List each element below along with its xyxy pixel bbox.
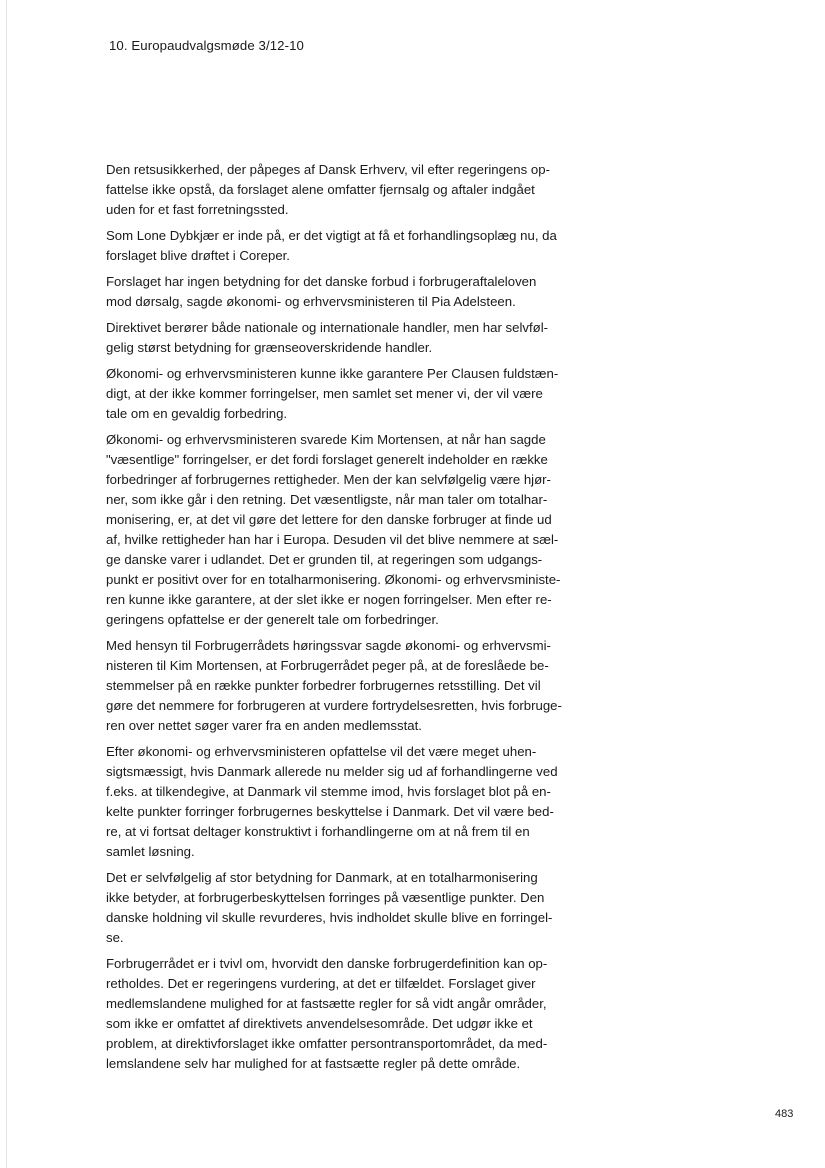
text-line: Som Lone Dybkjær er inde på, er det vigtigt at få et forhandlingsoplæg nu, da	[106, 228, 557, 243]
text-line: ren kunne ikke garantere, at der slet ikke er nogen forringelser. Men efter re-	[106, 592, 552, 607]
paragraph	[106, 954, 590, 1074]
text-line: ikke betyder, at forbrugerbeskyttelsen forringes på væsentlige punkter. Den	[106, 890, 545, 905]
text-line: danske holdning vil skulle revurderes, hvis indholdet skulle blive en forringel-	[106, 910, 553, 925]
text-line: som ikke er omfattet af direktivets anvendelsesområde. Det udgør ikke et	[106, 1016, 533, 1031]
text-line: monisering, er, at det vil gøre det lettere for den danske forbruger at finde ud	[106, 512, 552, 527]
text-line: gøre det nemmere for forbrugeren at vurdere fortrydelsesretten, hvis forbruge-	[106, 698, 562, 713]
text-line: digt, at der ikke kommer forringelser, men samlet set mener vi, der vil være	[106, 386, 543, 401]
text-line: ner, som ikke går i den retning. Det væsentligste, når man taler om totalhar-	[106, 492, 548, 507]
text-line: medlemslandene mulighed for at fastsætte regler for så vidt angår områder,	[106, 996, 547, 1011]
text-line: Økonomi- og erhvervsministeren kunne ikke garantere Per Clausen fuldstæn-	[106, 366, 559, 381]
text-line: Forslaget har ingen betydning for det danske forbud i forbrugeraftaleloven	[106, 274, 537, 289]
text-line: kelte punkter forringer forbrugernes beskyttelse i Danmark. Det vil være bed-	[106, 804, 554, 819]
text-line: ge danske varer i udlandet. Det er grunden til, at regeringen som udgangs-	[106, 552, 543, 567]
text-line: f.eks. at tilkendegive, at Danmark vil stemme imod, hvis forslaget blot på en-	[106, 784, 551, 799]
text-line: tale om en gevaldig forbedring.	[106, 406, 288, 421]
text-line: nisteren til Kim Mortensen, at Forbrugerrådet peger på, at de foreslåede be-	[106, 658, 549, 673]
paragraph	[106, 868, 590, 948]
page-number: 483	[775, 1108, 794, 1120]
paragraph	[106, 160, 590, 220]
text-line: fattelse ikke opstå, da forslaget alene omfatter fjernsalg og aftaler indgået	[106, 182, 535, 197]
text-line: problem, at direktivforslaget ikke omfatter persontransportområdet, da med-	[106, 1036, 548, 1051]
text-line: samlet løsning.	[106, 844, 195, 859]
text-line: retholdes. Det er regeringens vurdering, at det er tilfældet. Forslaget giver	[106, 976, 536, 991]
text-line: Den retsusikkerhed, der påpeges af Dansk Erhverv, vil efter regeringens op-	[106, 162, 550, 177]
text-line: geringens opfattelse er der generelt tale om forbedringer.	[106, 612, 439, 627]
text-line: se.	[106, 930, 124, 945]
text-line: Efter økonomi- og erhvervsministeren opfattelse vil det være meget uhen-	[106, 744, 537, 759]
text-line: uden for et fast forretningssted.	[106, 202, 289, 217]
text-line: punkt er positivt over for en totalharmonisering. Økonomi- og erhvervsministe-	[106, 572, 561, 587]
text-line: forbedringer af forbrugernes rettigheder. Men der kan selvfølgelig være hjør-	[106, 472, 551, 487]
paragraph	[106, 636, 590, 736]
text-line: Med hensyn til Forbrugerrådets høringssvar sagde økonomi- og erhvervsmi-	[106, 638, 551, 653]
text-line: "væsentlige" forringelser, er det fordi forslaget generelt indeholder en række	[106, 452, 548, 467]
paragraph	[106, 430, 590, 630]
text-line: re, at vi fortsat deltager konstruktivt i forhandlingerne om at nå frem til en	[106, 824, 530, 839]
page-header: 10. Europaudvalgsmøde 3/12-10	[109, 38, 304, 53]
scan-edge	[6, 0, 7, 1168]
text-line: Det er selvfølgelig af stor betydning for Danmark, at en totalharmonisering	[106, 870, 538, 885]
paragraph	[106, 226, 590, 266]
text-line: sigtsmæssigt, hvis Danmark allerede nu melder sig ud af forhandlingerne ved	[106, 764, 558, 779]
text-line: mod dørsalg, sagde økonomi- og erhvervsministeren til Pia Adelsteen.	[106, 294, 516, 309]
paragraph	[106, 742, 590, 862]
text-line: Forbrugerrådet er i tvivl om, hvorvidt den danske forbrugerdefinition kan op-	[106, 956, 548, 971]
body-text	[106, 160, 590, 1080]
text-line: stemmelser på en række punkter forbedrer forbrugernes retsstilling. Det vil	[106, 678, 541, 693]
text-line: Økonomi- og erhvervsministeren svarede Kim Mortensen, at når han sagde	[106, 432, 546, 447]
text-line: ren over nettet søger varer fra en anden medlemsstat.	[106, 718, 422, 733]
text-line: Direktivet berører både nationale og internationale handler, men har selvføl-	[106, 320, 549, 335]
text-line: forslaget blive drøftet i Coreper.	[106, 248, 290, 263]
text-line: gelig størst betydning for grænseoverskridende handler.	[106, 340, 433, 355]
text-line: lemslandene selv har mulighed for at fastsætte regler på dette område.	[106, 1056, 521, 1071]
paragraph	[106, 318, 590, 358]
paragraph	[106, 272, 590, 312]
paragraph	[106, 364, 590, 424]
text-line: af, hvilke rettigheder han har i Europa. Desuden vil det blive nemmere at sæl-	[106, 532, 559, 547]
